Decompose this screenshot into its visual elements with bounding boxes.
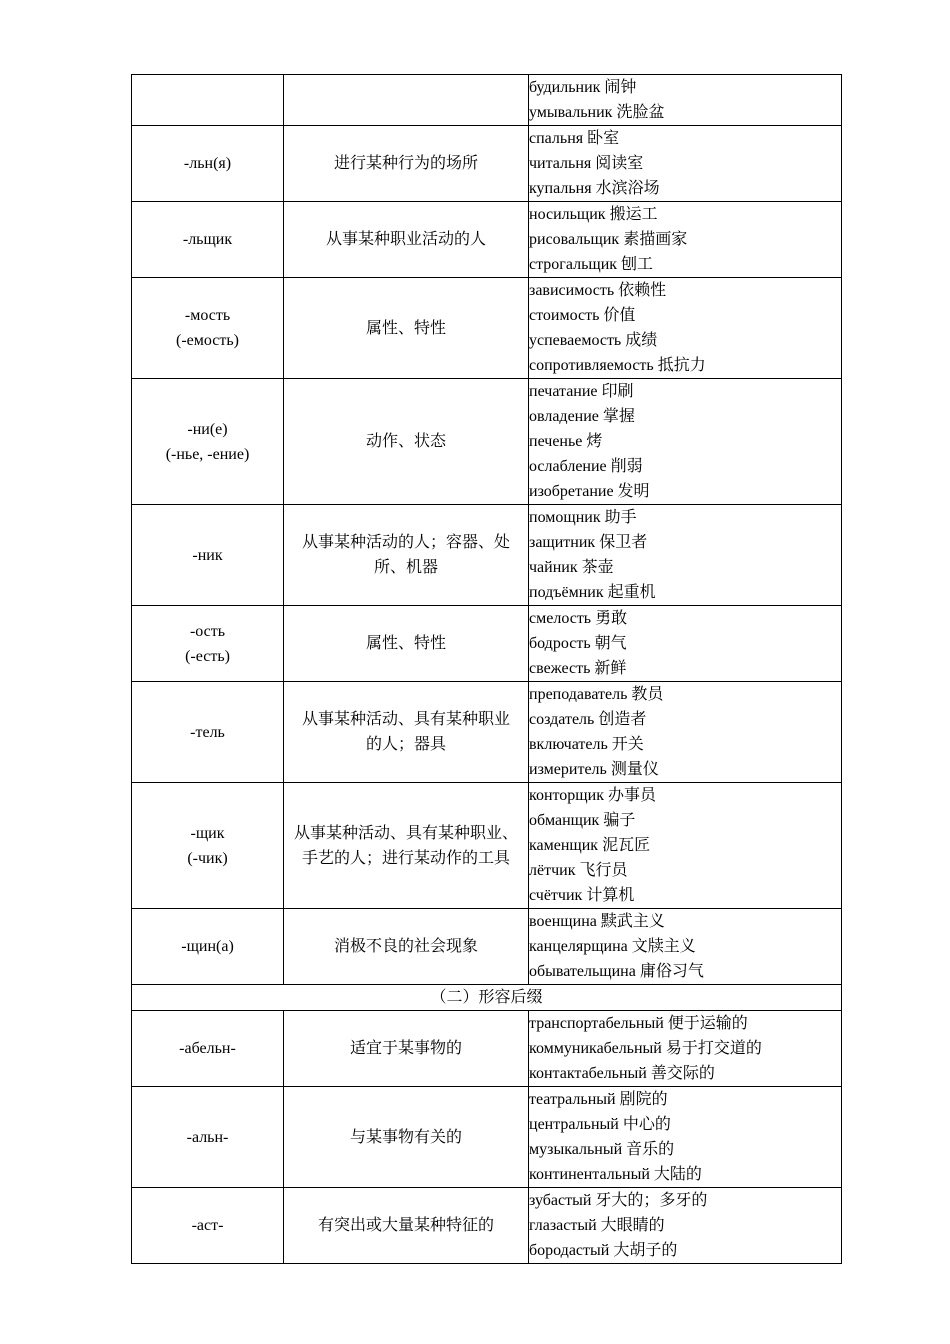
example-chinese: 易于打交道的 xyxy=(665,1040,762,1057)
example-item xyxy=(529,353,841,378)
example-russian: преподаватель xyxy=(529,686,628,703)
example-russian: спальня xyxy=(529,130,584,147)
table-row xyxy=(132,75,842,126)
example-item xyxy=(529,606,841,631)
example-item xyxy=(529,1188,841,1213)
example-item xyxy=(529,757,841,782)
suffix-cell xyxy=(132,682,284,783)
meaning-text: 所、机器 xyxy=(373,559,438,576)
table-row xyxy=(132,505,842,606)
suffix-cell xyxy=(132,1087,284,1188)
example-chinese: 发明 xyxy=(617,483,650,500)
example-chinese: 善交际的 xyxy=(650,1065,715,1082)
example-chinese: 飞行员 xyxy=(579,862,628,879)
example-item xyxy=(529,202,841,227)
example-chinese: 教员 xyxy=(631,686,664,703)
meaning-text: 从事某种活动、具有某种职业 xyxy=(301,711,510,728)
example-chinese: 洗脸盆 xyxy=(616,104,665,121)
section-header-row xyxy=(132,985,842,1011)
example-chinese: 朝气 xyxy=(594,635,627,652)
suffix-text: -ость xyxy=(189,622,226,640)
suffix-cell xyxy=(132,202,284,278)
example-russian: зависимость xyxy=(529,282,615,299)
meaning-cell xyxy=(284,1011,529,1087)
example-item xyxy=(529,379,841,404)
examples-cell xyxy=(529,278,842,379)
example-russian: лётчик xyxy=(529,862,576,879)
examples-cell xyxy=(529,75,842,126)
example-russian: обманщик xyxy=(529,812,600,829)
examples-cell xyxy=(529,1087,842,1188)
example-chinese: 水滨浴场 xyxy=(595,180,660,197)
suffix-table xyxy=(131,74,842,1264)
example-item xyxy=(529,858,841,883)
meaning-text: 的人；器具 xyxy=(365,736,446,753)
example-chinese: 中心的 xyxy=(622,1116,671,1133)
examples-cell xyxy=(529,379,842,505)
example-item xyxy=(529,808,841,833)
example-russian: свежесть xyxy=(529,660,591,677)
example-russian: носильщик xyxy=(529,206,606,223)
example-russian: умывальник xyxy=(529,104,613,121)
meaning-text: 消极不良的社会现象 xyxy=(333,938,478,955)
example-item xyxy=(529,454,841,479)
meaning-cell xyxy=(284,909,529,985)
suffix-text: -аст- xyxy=(191,1217,224,1234)
example-russian: конторщик xyxy=(529,787,604,804)
suffix-text: -щин(а) xyxy=(181,938,234,955)
example-russian: театральный xyxy=(529,1091,616,1108)
suffix-text: (-емость) xyxy=(176,332,239,349)
suffix-text: -абельн- xyxy=(179,1040,236,1057)
example-item xyxy=(529,732,841,757)
example-chinese: 剧院的 xyxy=(619,1091,668,1108)
example-item xyxy=(529,479,841,504)
example-chinese: 素描画家 xyxy=(623,231,688,248)
example-item xyxy=(529,126,841,151)
example-russian: глазастый xyxy=(529,1217,597,1234)
example-item xyxy=(529,1112,841,1137)
meaning-cell xyxy=(284,606,529,682)
example-russian: транспортабельный xyxy=(529,1015,664,1032)
examples-cell xyxy=(529,682,842,783)
example-chinese: 印刷 xyxy=(601,383,634,400)
meaning-cell xyxy=(284,278,529,379)
meaning-cell xyxy=(284,682,529,783)
example-russian: помощник xyxy=(529,509,601,526)
meaning-text: 动作、状态 xyxy=(365,433,446,450)
example-chinese: 便于运输的 xyxy=(667,1015,748,1032)
example-chinese: 搬运工 xyxy=(609,206,658,223)
example-item xyxy=(529,783,841,808)
example-russian: бодрость xyxy=(529,635,591,652)
suffix-text: -ни(е) xyxy=(187,420,228,438)
table-row xyxy=(132,909,842,985)
meaning-cell xyxy=(284,379,529,505)
example-chinese: 成绩 xyxy=(625,332,658,349)
suffix-text: -льн(я) xyxy=(183,155,232,172)
example-chinese: 茶壶 xyxy=(581,559,614,576)
example-item xyxy=(529,909,841,934)
table-row xyxy=(132,126,842,202)
example-item xyxy=(529,656,841,681)
example-russian: каменщик xyxy=(529,837,599,854)
table-row xyxy=(132,1087,842,1188)
meaning-cell xyxy=(284,1087,529,1188)
example-item xyxy=(529,505,841,530)
suffix-cell xyxy=(132,278,284,379)
meaning-text: 有突出或大量某种特征的 xyxy=(317,1217,494,1234)
suffix-text: -альн- xyxy=(186,1128,229,1146)
examples-cell xyxy=(529,126,842,202)
example-russian: континентальный xyxy=(529,1166,650,1183)
table-row xyxy=(132,1188,842,1264)
example-russian: музыкальный xyxy=(529,1141,623,1158)
meaning-cell xyxy=(284,505,529,606)
example-russian: военщина xyxy=(529,913,597,930)
example-item xyxy=(529,555,841,580)
suffix-cell xyxy=(132,505,284,606)
example-russian: стоимость xyxy=(529,307,600,324)
meaning-text: 从事某种职业活动的人 xyxy=(325,231,486,248)
suffix-cell xyxy=(132,909,284,985)
examples-cell xyxy=(529,606,842,682)
example-russian: строгальщик xyxy=(529,256,618,273)
suffix-cell xyxy=(132,126,284,202)
example-item xyxy=(529,328,841,353)
suffix-text: (-нье, -ение) xyxy=(165,445,250,463)
example-chinese: 黩武主义 xyxy=(600,913,665,930)
example-item xyxy=(529,682,841,707)
example-chinese: 勇敢 xyxy=(595,610,628,627)
example-russian: обывательщина xyxy=(529,963,636,980)
example-chinese: 削弱 xyxy=(610,458,643,475)
table-row xyxy=(132,202,842,278)
example-item xyxy=(529,833,841,858)
examples-cell xyxy=(529,783,842,909)
table-row xyxy=(132,278,842,379)
example-chinese: 庸俗习气 xyxy=(639,963,704,980)
example-item xyxy=(529,580,841,605)
example-chinese: 大眼睛的 xyxy=(600,1217,665,1234)
example-russian: читальня xyxy=(529,155,592,172)
example-item xyxy=(529,404,841,429)
example-russian: ослабление xyxy=(529,458,607,475)
example-chinese: 保卫者 xyxy=(599,534,648,551)
example-russian: зубастый xyxy=(529,1192,592,1209)
meaning-cell xyxy=(284,126,529,202)
example-chinese: 骗子 xyxy=(603,812,636,829)
examples-cell xyxy=(529,1188,842,1264)
example-chinese: 价值 xyxy=(603,307,636,324)
meaning-text: 与某事物有关的 xyxy=(349,1128,462,1146)
example-item xyxy=(529,1061,841,1086)
example-item xyxy=(529,303,841,328)
example-item xyxy=(529,1087,841,1112)
example-item xyxy=(529,278,841,303)
example-chinese: 泥瓦匠 xyxy=(602,837,651,854)
example-chinese: 创造者 xyxy=(598,711,647,728)
example-item xyxy=(529,959,841,984)
example-chinese: 开关 xyxy=(611,736,644,753)
example-chinese: 抵抗力 xyxy=(657,357,706,374)
example-chinese: 掌握 xyxy=(602,408,635,425)
example-item xyxy=(529,934,841,959)
table-row xyxy=(132,606,842,682)
suffix-text: -ник xyxy=(192,546,223,564)
example-chinese: 大胡子的 xyxy=(613,1242,678,1259)
suffix-text: -тель xyxy=(190,723,225,741)
example-chinese: 计算机 xyxy=(586,887,635,904)
example-russian: канцелярщина xyxy=(529,938,628,955)
example-chinese: 音乐的 xyxy=(626,1141,675,1158)
example-russian: подъёмник xyxy=(529,584,604,601)
example-chinese: 烤 xyxy=(586,433,603,450)
example-russian: счётчик xyxy=(529,887,583,904)
example-russian: создатель xyxy=(529,711,595,728)
example-chinese: 卧室 xyxy=(587,130,620,147)
example-chinese: 文牍主义 xyxy=(631,938,696,955)
example-russian: коммуникабельный xyxy=(529,1040,662,1057)
example-russian: рисовальщик xyxy=(529,231,620,248)
example-item xyxy=(529,1137,841,1162)
example-item xyxy=(529,530,841,555)
example-russian: чайник xyxy=(529,559,578,576)
example-chinese: 刨工 xyxy=(621,256,654,273)
example-russian: измеритель xyxy=(529,761,607,778)
meaning-text: 属性、特性 xyxy=(365,319,446,337)
table-body xyxy=(132,75,842,1264)
example-chinese: 闹钟 xyxy=(604,79,637,96)
example-russian: контактабельный xyxy=(529,1065,647,1082)
examples-cell xyxy=(529,505,842,606)
example-item xyxy=(529,100,841,125)
example-russian: печенье xyxy=(529,433,583,450)
suffix-cell xyxy=(132,783,284,909)
example-chinese: 助手 xyxy=(604,509,637,526)
suffix-cell xyxy=(132,606,284,682)
section-title: （二）形容后缀 xyxy=(132,985,842,1011)
example-russian: сопротивляемость xyxy=(529,357,654,374)
example-item xyxy=(529,631,841,656)
examples-cell xyxy=(529,1011,842,1087)
example-item xyxy=(529,1238,841,1263)
suffix-cell xyxy=(132,1188,284,1264)
example-russian: смелость xyxy=(529,610,592,627)
example-chinese: 牙大的；多牙的 xyxy=(595,1192,708,1209)
example-item xyxy=(529,252,841,277)
meaning-text: 属性、特性 xyxy=(365,635,446,652)
example-russian: защитник xyxy=(529,534,596,551)
example-item xyxy=(529,1011,841,1036)
example-item xyxy=(529,1036,841,1061)
suffix-text: (-есть) xyxy=(185,647,230,665)
suffix-text: -мость xyxy=(184,307,231,324)
example-chinese: 依赖性 xyxy=(618,282,667,299)
example-item xyxy=(529,883,841,908)
meaning-text: 进行某种行为的场所 xyxy=(333,155,478,172)
example-chinese: 大陆的 xyxy=(653,1166,702,1183)
example-chinese: 起重机 xyxy=(607,584,656,601)
example-russian: изобретание xyxy=(529,483,614,500)
example-russian: включатель xyxy=(529,736,608,753)
suffix-cell xyxy=(132,75,284,126)
example-item xyxy=(529,1213,841,1238)
example-russian: бородастый xyxy=(529,1242,610,1259)
meaning-cell xyxy=(284,75,529,126)
suffix-cell xyxy=(132,1011,284,1087)
meaning-cell xyxy=(284,783,529,909)
example-russian: будильник xyxy=(529,79,601,96)
example-item xyxy=(529,707,841,732)
meaning-cell xyxy=(284,202,529,278)
suffix-cell xyxy=(132,379,284,505)
example-russian: купальня xyxy=(529,180,592,197)
suffix-text: (-чик) xyxy=(187,849,228,867)
examples-cell xyxy=(529,909,842,985)
meaning-text: 适宜于某事物的 xyxy=(349,1040,462,1057)
example-item xyxy=(529,429,841,454)
example-chinese: 新鲜 xyxy=(594,660,627,677)
table-row xyxy=(132,783,842,909)
suffix-text: -льщик xyxy=(182,231,233,248)
example-russian: центральный xyxy=(529,1116,619,1133)
example-russian: овладение xyxy=(529,408,599,425)
example-item xyxy=(529,151,841,176)
table-row xyxy=(132,379,842,505)
example-russian: успеваемость xyxy=(529,332,622,349)
example-item xyxy=(529,227,841,252)
examples-cell xyxy=(529,202,842,278)
meaning-text: 从事某种活动的人；容器、处 xyxy=(301,534,510,551)
example-chinese: 办事员 xyxy=(607,787,656,804)
table-row xyxy=(132,682,842,783)
example-russian: печатание xyxy=(529,383,598,400)
example-item xyxy=(529,1162,841,1187)
meaning-text: 手艺的人；进行某动作的工具 xyxy=(301,849,510,867)
suffix-text: -щик xyxy=(190,824,225,842)
example-chinese: 测量仪 xyxy=(610,761,659,778)
table-row xyxy=(132,1011,842,1087)
example-item xyxy=(529,176,841,201)
example-item xyxy=(529,75,841,100)
meaning-text: 从事某种活动、具有某种职业、 xyxy=(293,824,518,842)
example-chinese: 阅读室 xyxy=(595,155,644,172)
meaning-cell xyxy=(284,1188,529,1264)
